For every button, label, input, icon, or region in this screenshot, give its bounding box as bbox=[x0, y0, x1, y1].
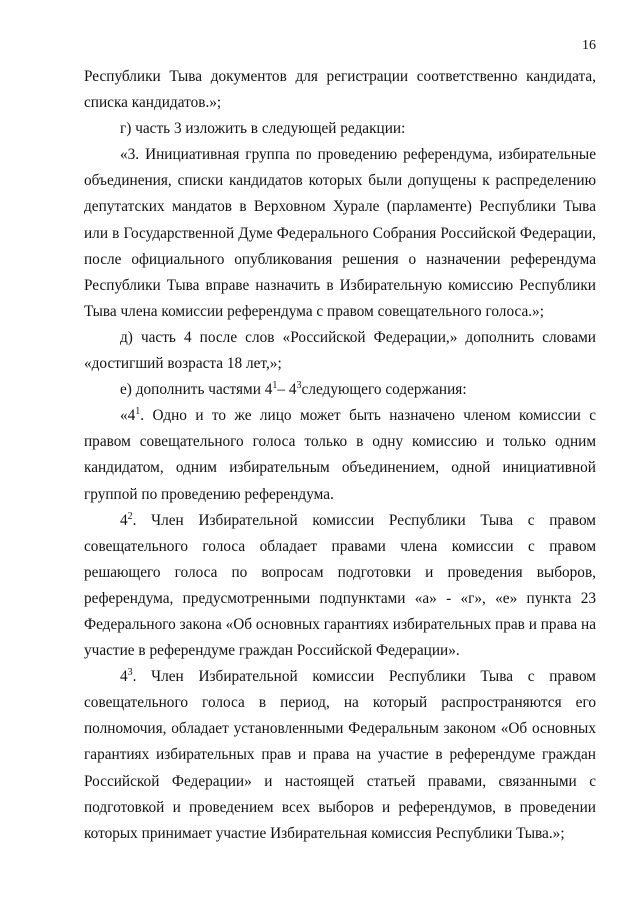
paragraph-amendment-e bbox=[84, 377, 596, 403]
page-number: 16 bbox=[582, 38, 596, 53]
amendment-e-superscript-1: 1 bbox=[272, 380, 278, 392]
amendment-e-superscript-3: 3 bbox=[296, 380, 302, 392]
part-4-2-superscript: 2 bbox=[127, 510, 133, 522]
paragraph-part-4-2 bbox=[84, 508, 596, 665]
amendment-e-middle: – 4 bbox=[277, 381, 297, 399]
part-4-2-number: 4 bbox=[120, 511, 128, 529]
part-4-1-text: . Одно и то же лицо может быть назначено членом комиссии с правом совещательного голоса только в одну комиссию и только одним кандидатом, одним избирательным объединением, одной инициативной группой по проведению референдума. bbox=[84, 407, 596, 503]
part-4-2-text: . Член Избирательной комиссии Республики Тыва с правом совещательного голоса обладает правами члена комиссии с правом решающего голоса по вопросам подготовки и проведения выборов, референдума, предусмотренными подпунктами «а» - «г», «е» пункта 23 Федерального закона «Об основных гарантиях избирательных прав и права на участие в референдуме граждан Российской Федерации». bbox=[84, 511, 596, 660]
part-4-3-superscript: 3 bbox=[127, 667, 133, 679]
paragraph-part-4-1 bbox=[84, 403, 596, 507]
paragraph-amendment-d: д) часть 4 после слов «Российской Федерации,» дополнить словами «достигший возраста 18 лет,»; bbox=[84, 328, 596, 373]
document-body bbox=[84, 64, 596, 847]
part-4-1-number: «4 bbox=[120, 407, 136, 425]
part-4-3-number: 4 bbox=[120, 668, 128, 686]
paragraph-continuation: Республики Тыва документов для регистрации соответственно кандидата, списка кандидатов.»; bbox=[84, 68, 596, 112]
amendment-e-after: следующего содержания: bbox=[301, 381, 467, 399]
paragraph-part-3-text: «3. Инициативная группа по проведению референдума, избирательные объединения, списки кандидатов которых были допущены к распределению депутатских мандатов в Верховном Хурале (парламенте) Республики Тыва или в Государственной Думе Федерального Собрания Российской Федерации, после официального опубликования решения о назначении референдума Республики Тыва вправе назначить в Избирательную комиссию Республики Тыва члена комиссии референдума с правом совещательного голоса.»; bbox=[84, 146, 596, 320]
amendment-e-before: е) дополнить частями 4 bbox=[120, 381, 273, 399]
paragraph-part-4-3 bbox=[84, 664, 596, 847]
part-4-3-text: . Член Избирательной комиссии Республики Тыва с правом совещательного голоса в период, на который распространяются его полномочия, обладает установленными Федеральным законом «Об основных гарантиях избирательных прав и права на участие в референдуме граждан Российской Федерации» и настоящей статьей правами, связанными с подготовкой и проведением всех выборов и референдумов, в проведении которых принимает участие Избирательная комиссия Республики Тыва.»; bbox=[84, 668, 596, 842]
part-4-1-superscript: 1 bbox=[135, 406, 141, 418]
paragraph-amendment-g: г) часть 3 изложить в следующей редакции: bbox=[120, 120, 406, 138]
